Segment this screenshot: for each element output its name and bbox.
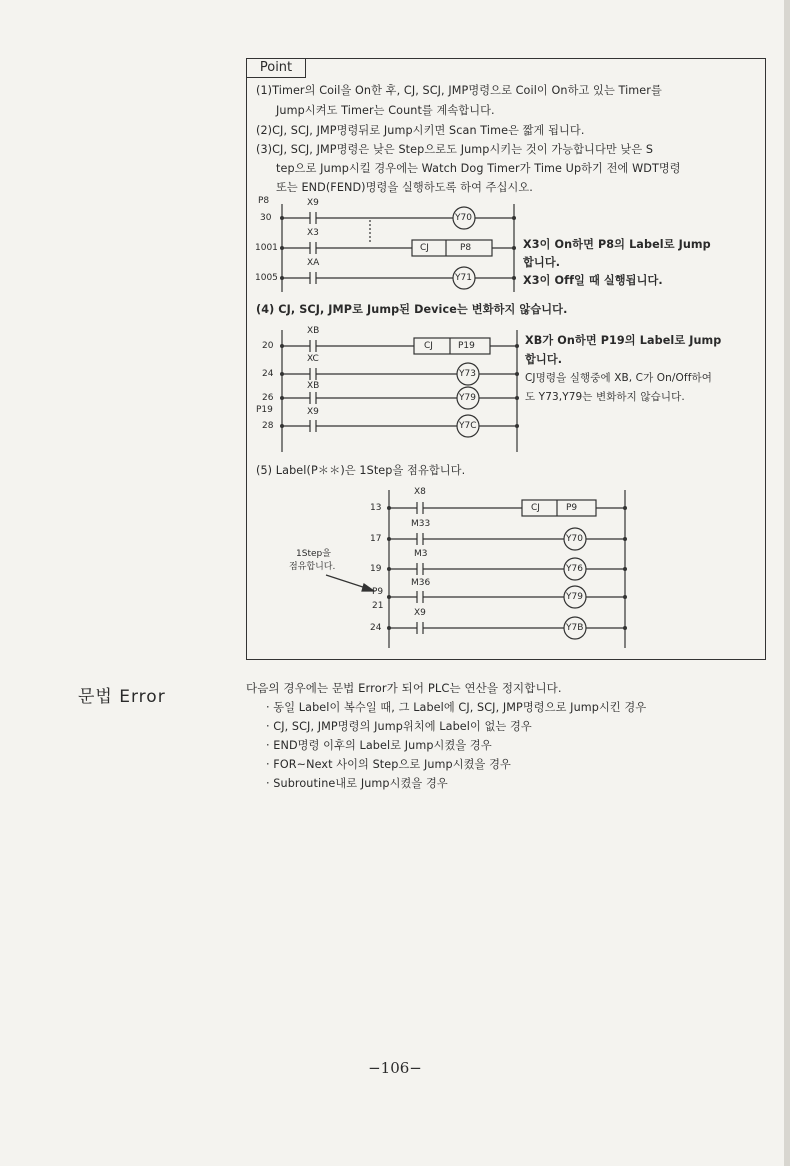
error-item-5: · Subroutine내로 Jump시켰을 경우	[266, 777, 448, 790]
d3-step-3: 21	[372, 601, 384, 611]
d3-contact-0: X8	[414, 487, 426, 497]
scan-edge	[784, 0, 790, 1166]
d3-coil-1: Y76	[566, 564, 583, 574]
error-intro: 다음의 경우에는 문법 Error가 되어 PLC는 연산을 정지합니다.	[246, 681, 562, 695]
d2-coil-0: Y73	[459, 369, 476, 379]
error-item-4: · FOR~Next 사이의 Step으로 Jump시켰을 경우	[266, 758, 511, 771]
d3-pointer-label: P9	[372, 587, 384, 597]
d1-contact-0: X9	[307, 198, 319, 208]
d2-step-0: 20	[262, 341, 274, 351]
error-item-1: · 동일 Label이 복수일 때, 그 Label에 CJ, SCJ, JMP명령으로 Jump시킨 경우	[266, 701, 647, 714]
d1-target: P8	[460, 243, 472, 253]
section-title-syntax-error: 문법 Error	[78, 687, 166, 707]
d2-cj: CJ	[424, 341, 433, 351]
d3-step-0: 13	[370, 503, 382, 513]
d2-pointer-label: P19	[256, 405, 273, 415]
d3-contact-2: M3	[414, 549, 428, 559]
point-tag: Point	[246, 58, 306, 78]
d2-step-1: 24	[262, 369, 274, 379]
d1-step-0: 30	[260, 213, 272, 223]
error-item-3: · END명령 이후의 Label로 Jump시켰을 경우	[266, 739, 492, 752]
d3-step-4: 24	[370, 623, 382, 633]
d3-contact-1: M33	[411, 519, 431, 529]
d1-note-1a: X3이 On하면 P8의 Label로 Jump	[523, 238, 711, 251]
d3-contact-4: X9	[414, 608, 426, 618]
point-item-3b: tep으로 Jump시킬 경우에는 Watch Dog Timer가 Time Up하기 전에 WDT명령	[276, 162, 681, 175]
d1-step-2: 1005	[255, 273, 278, 283]
d1-step-1: 1001	[255, 243, 278, 253]
d2-contact-2: XB	[307, 381, 320, 391]
page-number: −106−	[368, 1059, 422, 1077]
d3-side-note-b: 점유합니다.	[289, 562, 336, 572]
d3-coil-2: Y79	[566, 592, 583, 602]
point-item-4: (4) CJ, SCJ, JMP로 Jump된 Device는 변화하지 않습니다.	[256, 303, 568, 316]
point-item-5: (5) Label(P＊＊)은 1Step을 점유합니다.	[256, 464, 466, 477]
d1-contact-2: XA	[307, 258, 320, 268]
error-item-2: · CJ, SCJ, JMP명령의 Jump위치에 Label이 없는 경우	[266, 720, 532, 733]
d2-note-2b: 도 Y73,Y79는 변화하지 않습니다.	[525, 391, 685, 403]
d2-note-1a: XB가 On하면 P19의 Label로 Jump	[525, 334, 722, 347]
point-item-1b: Jump시켜도 Timer는 Count를 계속합니다.	[276, 104, 495, 117]
d3-step-2: 19	[370, 564, 382, 574]
d2-contact-3: X9	[307, 407, 319, 417]
point-item-3a: (3)CJ, SCJ, JMP명령은 낮은 Step으로도 Jump시키는 것이 가능합니다만 낮은 S	[256, 143, 654, 156]
d1-coil-1: Y71	[455, 273, 472, 283]
d1-note-2: X3이 Off일 때 실행됩니다.	[523, 274, 663, 287]
point-item-2: (2)CJ, SCJ, JMP명령뒤로 Jump시키면 Scan Time은 짧게 됩니다.	[256, 124, 585, 137]
d2-target: P19	[458, 341, 475, 351]
d1-coil-0: Y70	[455, 213, 472, 223]
d3-coil-3: Y7B	[566, 623, 584, 633]
d3-contact-3: M36	[411, 578, 431, 588]
d2-coil-2: Y7C	[459, 421, 477, 431]
d1-note-1b: 합니다.	[523, 256, 561, 269]
d3-coil-0: Y70	[566, 534, 583, 544]
d3-cj: CJ	[531, 503, 540, 513]
d2-contact-1: XC	[307, 354, 319, 364]
d1-pointer-label: P8	[258, 196, 270, 206]
d2-note-2a: CJ명령을 실행중에 XB, C가 On/Off하여	[525, 372, 712, 384]
d1-cj: CJ	[420, 243, 429, 253]
d2-contact-0: XB	[307, 326, 320, 336]
d3-side-note-a: 1Step을	[296, 549, 331, 559]
d2-step-2: 26	[262, 393, 274, 403]
d1-contact-1: X3	[307, 228, 319, 238]
d2-step-3: 28	[262, 421, 274, 431]
point-item-3c: 또는 END(FEND)명령을 실행하도록 하여 주십시오.	[276, 181, 533, 194]
point-item-1a: (1)Timer의 Coil을 On한 후, CJ, SCJ, JMP명령으로 Coil이 On하고 있는 Timer를	[256, 84, 662, 97]
d3-step-1: 17	[370, 534, 382, 544]
d2-coil-1: Y79	[459, 393, 476, 403]
d2-note-1b: 합니다.	[525, 353, 563, 366]
d3-target: P9	[566, 503, 578, 513]
